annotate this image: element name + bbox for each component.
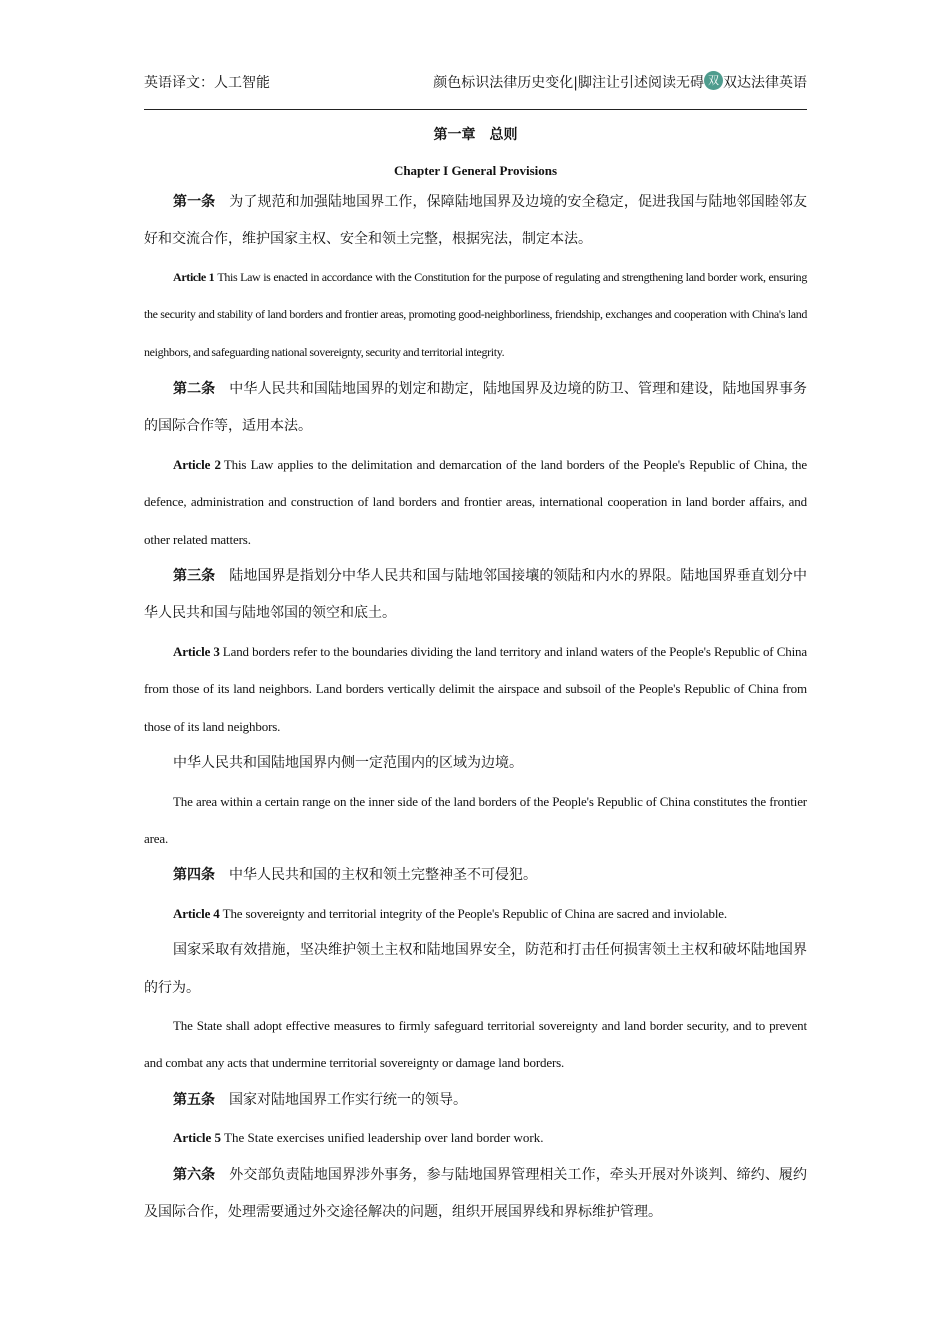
article-1-en [144, 259, 807, 371]
brand-logo-icon: 双 [704, 71, 723, 90]
article-text: Land borders refer to the boundaries dividing the land territory and inland waters of the People's Republic of China from those of its land neighbors. Land borders vertically delimit the airspace and subsoil of the People's Republic of China from those of its land neighbors. [144, 643, 807, 734]
article-3-en [144, 633, 807, 745]
article-text: 为了规范和加强陆地国界工作，保障陆地国界及边境的安全稳定，促进我国与陆地邻国睦邻友好和交流合作，维护国家主权、安全和领土完整，根据宪法，制定本法。 [144, 194, 807, 248]
article-4-cn [144, 857, 807, 894]
article-5-en [144, 1119, 807, 1156]
article-label: Article 3 [173, 643, 220, 659]
article-label: 第四条 [173, 867, 215, 884]
header-divider [144, 109, 807, 110]
article-text: The area within a certain range on the inner side of the land borders of the People's Republic of China constitutes the frontier area. [144, 793, 807, 846]
article-4-en [144, 895, 807, 932]
header-brand [433, 72, 807, 96]
chapter-title-en: Chapter I General Provisions [393, 163, 558, 178]
document-body [144, 122, 807, 1231]
article-4-para2-cn [144, 932, 807, 1007]
article-label: Article 1 [173, 269, 215, 284]
article-text: 中华人民共和国陆地国界内侧一定范围内的区域为边境。 [173, 755, 523, 772]
article-3-cn [144, 558, 807, 633]
header-translation-note: 英语译文：人工智能 [144, 75, 270, 91]
article-text: 国家对陆地国界工作实行统一的领导。 [229, 1091, 467, 1108]
article-text: 中华人民共和国的主权和领土完整神圣不可侵犯。 [229, 867, 537, 884]
article-5-cn [144, 1082, 807, 1119]
article-label: 第三条 [173, 568, 216, 585]
article-text: This Law applies to the delimitation and demarcation of the land borders of the People's Republic of China, the defence, administration and construction of land borders and frontier areas, international cooperation in land border affairs, and other related matters. [144, 456, 807, 547]
article-label: 第五条 [173, 1091, 215, 1108]
article-label: Article 5 [173, 1130, 222, 1146]
header-brand-name: 双达法律英语 [723, 75, 807, 91]
article-text: The State shall adopt effective measures to firmly safeguard territorial sovereignty and land border security, and to prevent and combat any acts that undermine territorial sovereignty or damage land borders. [144, 1017, 807, 1071]
article-text: 中华人民共和国陆地国界的划定和勘定，陆地国界及边境的防卫、管理和建设，陆地国界事务的国际合作等，适用本法。 [144, 381, 807, 435]
chapter-title-cn: 第一章 总则 [433, 127, 518, 143]
article-3-para2-en [144, 783, 807, 858]
page-header [144, 70, 807, 96]
article-4-para2-en [144, 1007, 807, 1082]
header-tagline: 颜色标识法律历史变化|脚注让引述阅读无碍 [433, 75, 704, 91]
article-label: 第六条 [173, 1166, 216, 1183]
article-label: Article 2 [173, 456, 221, 472]
article-2-cn [144, 371, 807, 446]
article-3-para2-cn [144, 745, 807, 782]
article-label: 第一条 [173, 194, 216, 210]
article-1-cn [144, 184, 807, 259]
article-label: Article 4 [173, 905, 220, 921]
article-text: The sovereignty and territorial integrity of the People's Republic of China are sacred and inviolable. [222, 905, 728, 921]
article-2-en [144, 446, 807, 558]
article-text: 陆地国界是指划分中华人民共和国与陆地邻国接壤的领陆和内水的界限。陆地国界垂直划分中华人民共和国与陆地邻国的领空和底土。 [144, 568, 807, 622]
article-text: 国家采取有效措施，坚决维护领土主权和陆地国界安全，防范和打击任何损害领土主权和破坏陆地国界的行为。 [144, 942, 807, 996]
article-text: 外交部负责陆地国界涉外事务，参与陆地国界管理相关工作，牵头开展对外谈判、缔约、履约及国际合作，处理需要通过外交途径解决的问题，组织开展国界线和界标维护管理。 [144, 1166, 807, 1220]
article-text: This Law is enacted in accordance with the Constitution for the purpose of regulating and strengthening land border work, ensuring the security and stability of land borders and frontier areas, promoting good-neighborliness, friendship, exchanges and cooperation with China's land neighbors, and safeguarding national sovereignty, security and territorial integrity. [144, 269, 807, 359]
article-label: 第二条 [173, 381, 216, 398]
article-6-cn [144, 1157, 807, 1232]
article-text: The State exercises unified leadership over land border work. [224, 1130, 544, 1146]
